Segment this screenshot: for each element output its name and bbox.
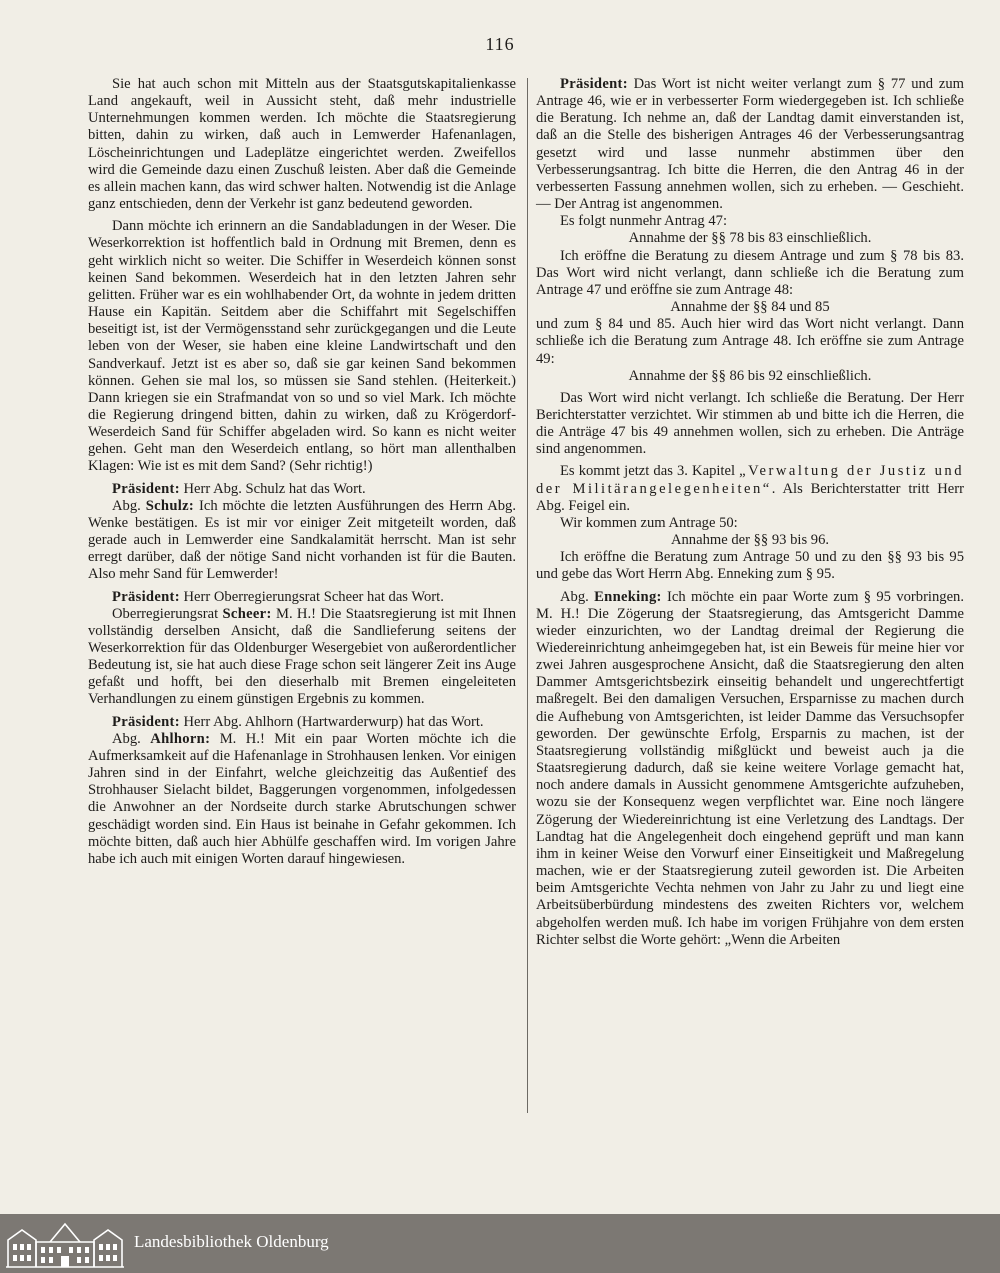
- paragraph: Dann möchte ich erinnern an die Sandabladungen in der Weser. Die Weserkorrektion ist hoffentlich bald in Ordnung mit Bremen, denn es geht wirklich nicht so weiter. Die Schiffer in Weserdeich können sonst keinen Sand bekommen. Weserdeich hat in den letzten Jahren sehr gelitten. Früher war es ein wohlhabender Ort, da wohnte in jedem dritten Hause ein Kapitän. Seitdem aber die Schiffahrt mit Segelschiffen beseitigt ist, ist der Vermögensstand sehr zurückgegangen und die Leute leben von der Weser, sie haben eine kleine Landwirtschaft und den Sandverkauf. Jetzt ist es aber so, daß sie gar keinen Sand bekommen können. Gehen sie mal los, so müssen sie Sand stehlen. (Heiterkeit.) Dann kriegen sie ein Strafmandat von so und so viel Mark. Ich möchte die Regierung dringend bitten, dahin zu wirken, daß zu Krögerdorf-Weserdeich Sand für Schiffer abgeladen wird. So kann es nicht weiter gehen. Geht man den Weserdeich entlang, so hört man allenthalben Klagen: Wie ist es mit dem Sand? (Sehr richtig!): [88, 218, 516, 475]
- footer-bar: [0, 1214, 1000, 1273]
- speaker-name: Scheer:: [222, 605, 272, 622]
- right-column: [536, 76, 964, 949]
- speaker-name: Ahlhorn:: [150, 730, 211, 747]
- speaker-name: Präsident:: [112, 480, 180, 497]
- motion-text: Annahme der §§ 78 bis 83 einschließlich.: [628, 230, 872, 247]
- speaker-name: Präsident:: [560, 76, 628, 92]
- speaker-prefix: Oberregierungsrat: [112, 605, 223, 622]
- motion-text: Annahme der §§ 93 bis 96.: [670, 532, 830, 549]
- paragraph: [536, 463, 964, 514]
- speech-text: M. H.! Die Staatsregierung ist mit Ihnen vollständig derselben Ansicht, daß die Sandlieferung seitens der Weserkorrektion für das Oldenburger Wesergebiet von außerordentlicher Bedeutung ist, sie hat auch diese Frage schon seit längerer Zeit ins Auge gefaßt und hofft, bei den dieserhalb mit Bremen eingeleiteten Verhandlungen zu einem günstigen Ergebnis zu kommen.: [88, 605, 517, 708]
- paragraph: [88, 606, 516, 709]
- library-name: Landesbibliothek Oldenburg: [134, 1232, 329, 1251]
- speech-text: Herr Abg. Ahlhorn (Hartwarderwurp) hat das Wort.: [179, 713, 484, 730]
- speaker-prefix: Abg.: [112, 497, 146, 514]
- motion-text: Annahme der §§ 84 und 85: [670, 299, 830, 316]
- speaker-prefix: Abg.: [112, 730, 151, 747]
- paragraph: Ich eröffne die Beratung zum Antrage 50 und zu den §§ 93 bis 95 und gebe das Wort Herrn Abg. Enneking zum § 95.: [536, 549, 964, 583]
- speaker-name: Präsident:: [112, 713, 180, 730]
- paragraph: [88, 481, 516, 498]
- speaker-name: Schulz:: [145, 497, 195, 514]
- speaker-prefix: Abg.: [560, 588, 595, 605]
- paragraph: Das Wort wird nicht verlangt. Ich schließe die Beratung. Der Herr Berichterstatter verzichtet. Wir stimmen ab und bitte ich die Herren, die die Anträge 47 bis 49 annehmen wollen, sich zu erheben. Die Anträge sind angenommen.: [536, 389, 964, 458]
- paragraph: Sie hat auch schon mit Mitteln aus der Staatsgutskapitalienkasse Land angekauft, weil in Aussicht steht, daß mehr industrielle Unternehmungen kommen werden. Ich möchte die Staatsregierung bitten, dahin zu wirken, daß auch in Lemwerder Hafenanlagen, Löscheinrichtungen und Ladeplätze eingerichtet werden. Zweifellos wird die Gemeinde dazu einen Zuschuß leisten. Aber daß die Gemeinde es allein machen kann, das wird schwer halten. Notwendig ist die Anlage ganz entschieden, denn der Verkehr ist ganz bedeutend geworden.: [88, 76, 516, 213]
- paragraph: [536, 589, 964, 949]
- motion-text: Annahme der §§ 86 bis 92 einschließlich.: [628, 367, 872, 384]
- paragraph: [88, 498, 516, 584]
- chapter-title: „Verwaltung der Justiz und der Militärangelegenheiten“: [536, 463, 964, 497]
- paragraph: [536, 76, 964, 213]
- speech-text: Ich möchte die letzten Ausführungen des Herrn Abg. Wenke bestätigen. Es ist mir vor einiger Zeit mitgeteilt worden, daß gerade auch in Lemwerder eine Sandkalamität herrscht. Man ist sehr erregt darüber, daß der nötige Sand nicht vorhanden ist für die Bauten. Also mehr Sand für Lemwerder!: [88, 497, 516, 583]
- library-building-icon: [6, 1220, 124, 1269]
- speech-text: M. H.! Mit ein paar Worten möchte ich die Aufmerksamkeit auf die Hafenanlage in Strohhausen lenken. Vor einigen Jahren sind in der Einfahrt, welche gleichzeitig das Außentief des Strohhauser Sielacht bildet, Baggerungen vorgenommen, infolgedessen die Anwohner an der Nordseite durch starke Abrutschungen schwer geschädigt worden sind. Ein Haus ist beinahe in Gefahr gekommen. Ich möchte bitten, daß auch hier Abhülfe geschaffen wird. Im vorigen Jahre habe ich auch mit einigen Worten darauf hingewiesen.: [88, 730, 516, 867]
- paragraph: [88, 714, 516, 731]
- chapter-intro: Es kommt jetzt das 3. Kapitel: [560, 463, 740, 480]
- paragraph: Ich eröffne die Beratung zu diesem Antrage und zum § 78 bis 83. Das Wort wird nicht verlangt, dann schließe ich die Beratung zum Antrage 47 und eröffne sie zum Antrage 48:: [536, 247, 964, 298]
- speech-text: Das Wort ist nicht weiter verlangt zum § 77 und zum Antrage 46, wie er in verbesserter Form wiedergegeben ist. Ich schließe die Beratung. Ich nehme an, daß der Landtag damit einverstanden ist, daß an die Stelle des bisherigen Antrages 46 der Verbesserungsantrag gesetzt wird und lasse nunmehr abstimmen über den Verbesserungsantrag. Ich bitte die Herren, die den Antrag 46 in der verbesserten Fassung annehmen wollen, sich zu erheben. — Geschieht. — Der Antrag ist angenommen.: [536, 76, 964, 213]
- paragraph: [88, 589, 516, 606]
- paragraph: [88, 731, 516, 868]
- column-divider: [527, 78, 528, 1113]
- left-column: [88, 76, 516, 868]
- paragraph: Wir kommen zum Antrage 50:: [560, 514, 738, 531]
- paragraph: Es folgt nunmehr Antrag 47:: [560, 213, 727, 230]
- speech-text: Herr Abg. Schulz hat das Wort.: [179, 480, 366, 497]
- speech-text: Herr Oberregierungsrat Scheer hat das Wort.: [179, 588, 444, 605]
- chapter-outro: . Als Berichterstatter tritt Herr Abg. Feigel ein.: [536, 480, 964, 514]
- speech-text: Ich möchte ein paar Worte zum § 95 vorbringen. M. H.! Die Zögerung der Staatsregierung, das Amtsgericht Damme wieder einzurichten, wo der Landtag dreimal der Regierung die Wiedereinrichtung anheimgegeben hat, ist ein Beweis für meine hier vor zwei Jahren ausgesprochene Ansicht, daß die Staatsregierung den alten Dammer Amtsgerichtsbezirk einseitig behandelt und ungerechtfertigt maßregelt. Bei den damaligen Versuchen, Ersparnisse zu machen durch die Aufhebung von Amtsgerichten, ist leider Damme das Versuchsopfer geworden. Der gewünschte Erfolg, Ersparnis zu machen, ist der Staatsregierung vollständig mißglückt und beweist auch ja die Staatsregierung dadurch, daß sie keine weitere Vorlage gemacht hat, noch andere damals in Aussicht genommene Amtsgerichte aufzuheben, wozu sie der Konsequenz wegen verpflichtet war. Eine noch längere Zögerung der Wiedereinrichtung ist eine Verletzung des Landtags. Der Landtag hat die Angelegenheit doch eingehend geprüft und man kann ihm in keiner Weise den Vorwurf einer Einseitigkeit und Maßregelung machen, wie er der Staatsregierung zuteil geworden ist. Die Arbeiten beim Amtsgerichte Vechta nehmen von Jahr zu Jahr zu und liegt eine Arbeitsüberbürdung mindestens des zweiten Richters vor, welchem abgeholfen werden muß. Ich habe im vorigen Frühjahre von dem ersten Richter selbst die Worte gehört: „Wenn die Arbeiten: [536, 588, 964, 948]
- page-number: 116: [485, 34, 515, 54]
- speaker-name: Präsident:: [112, 588, 180, 605]
- speaker-name: Enneking:: [594, 588, 662, 605]
- paragraph: und zum § 84 und 85. Auch hier wird das Wort nicht verlangt. Dann schließe ich die Beratung zum Antrage 48. Ich eröffne sie zum Antrage 49:: [536, 316, 964, 367]
